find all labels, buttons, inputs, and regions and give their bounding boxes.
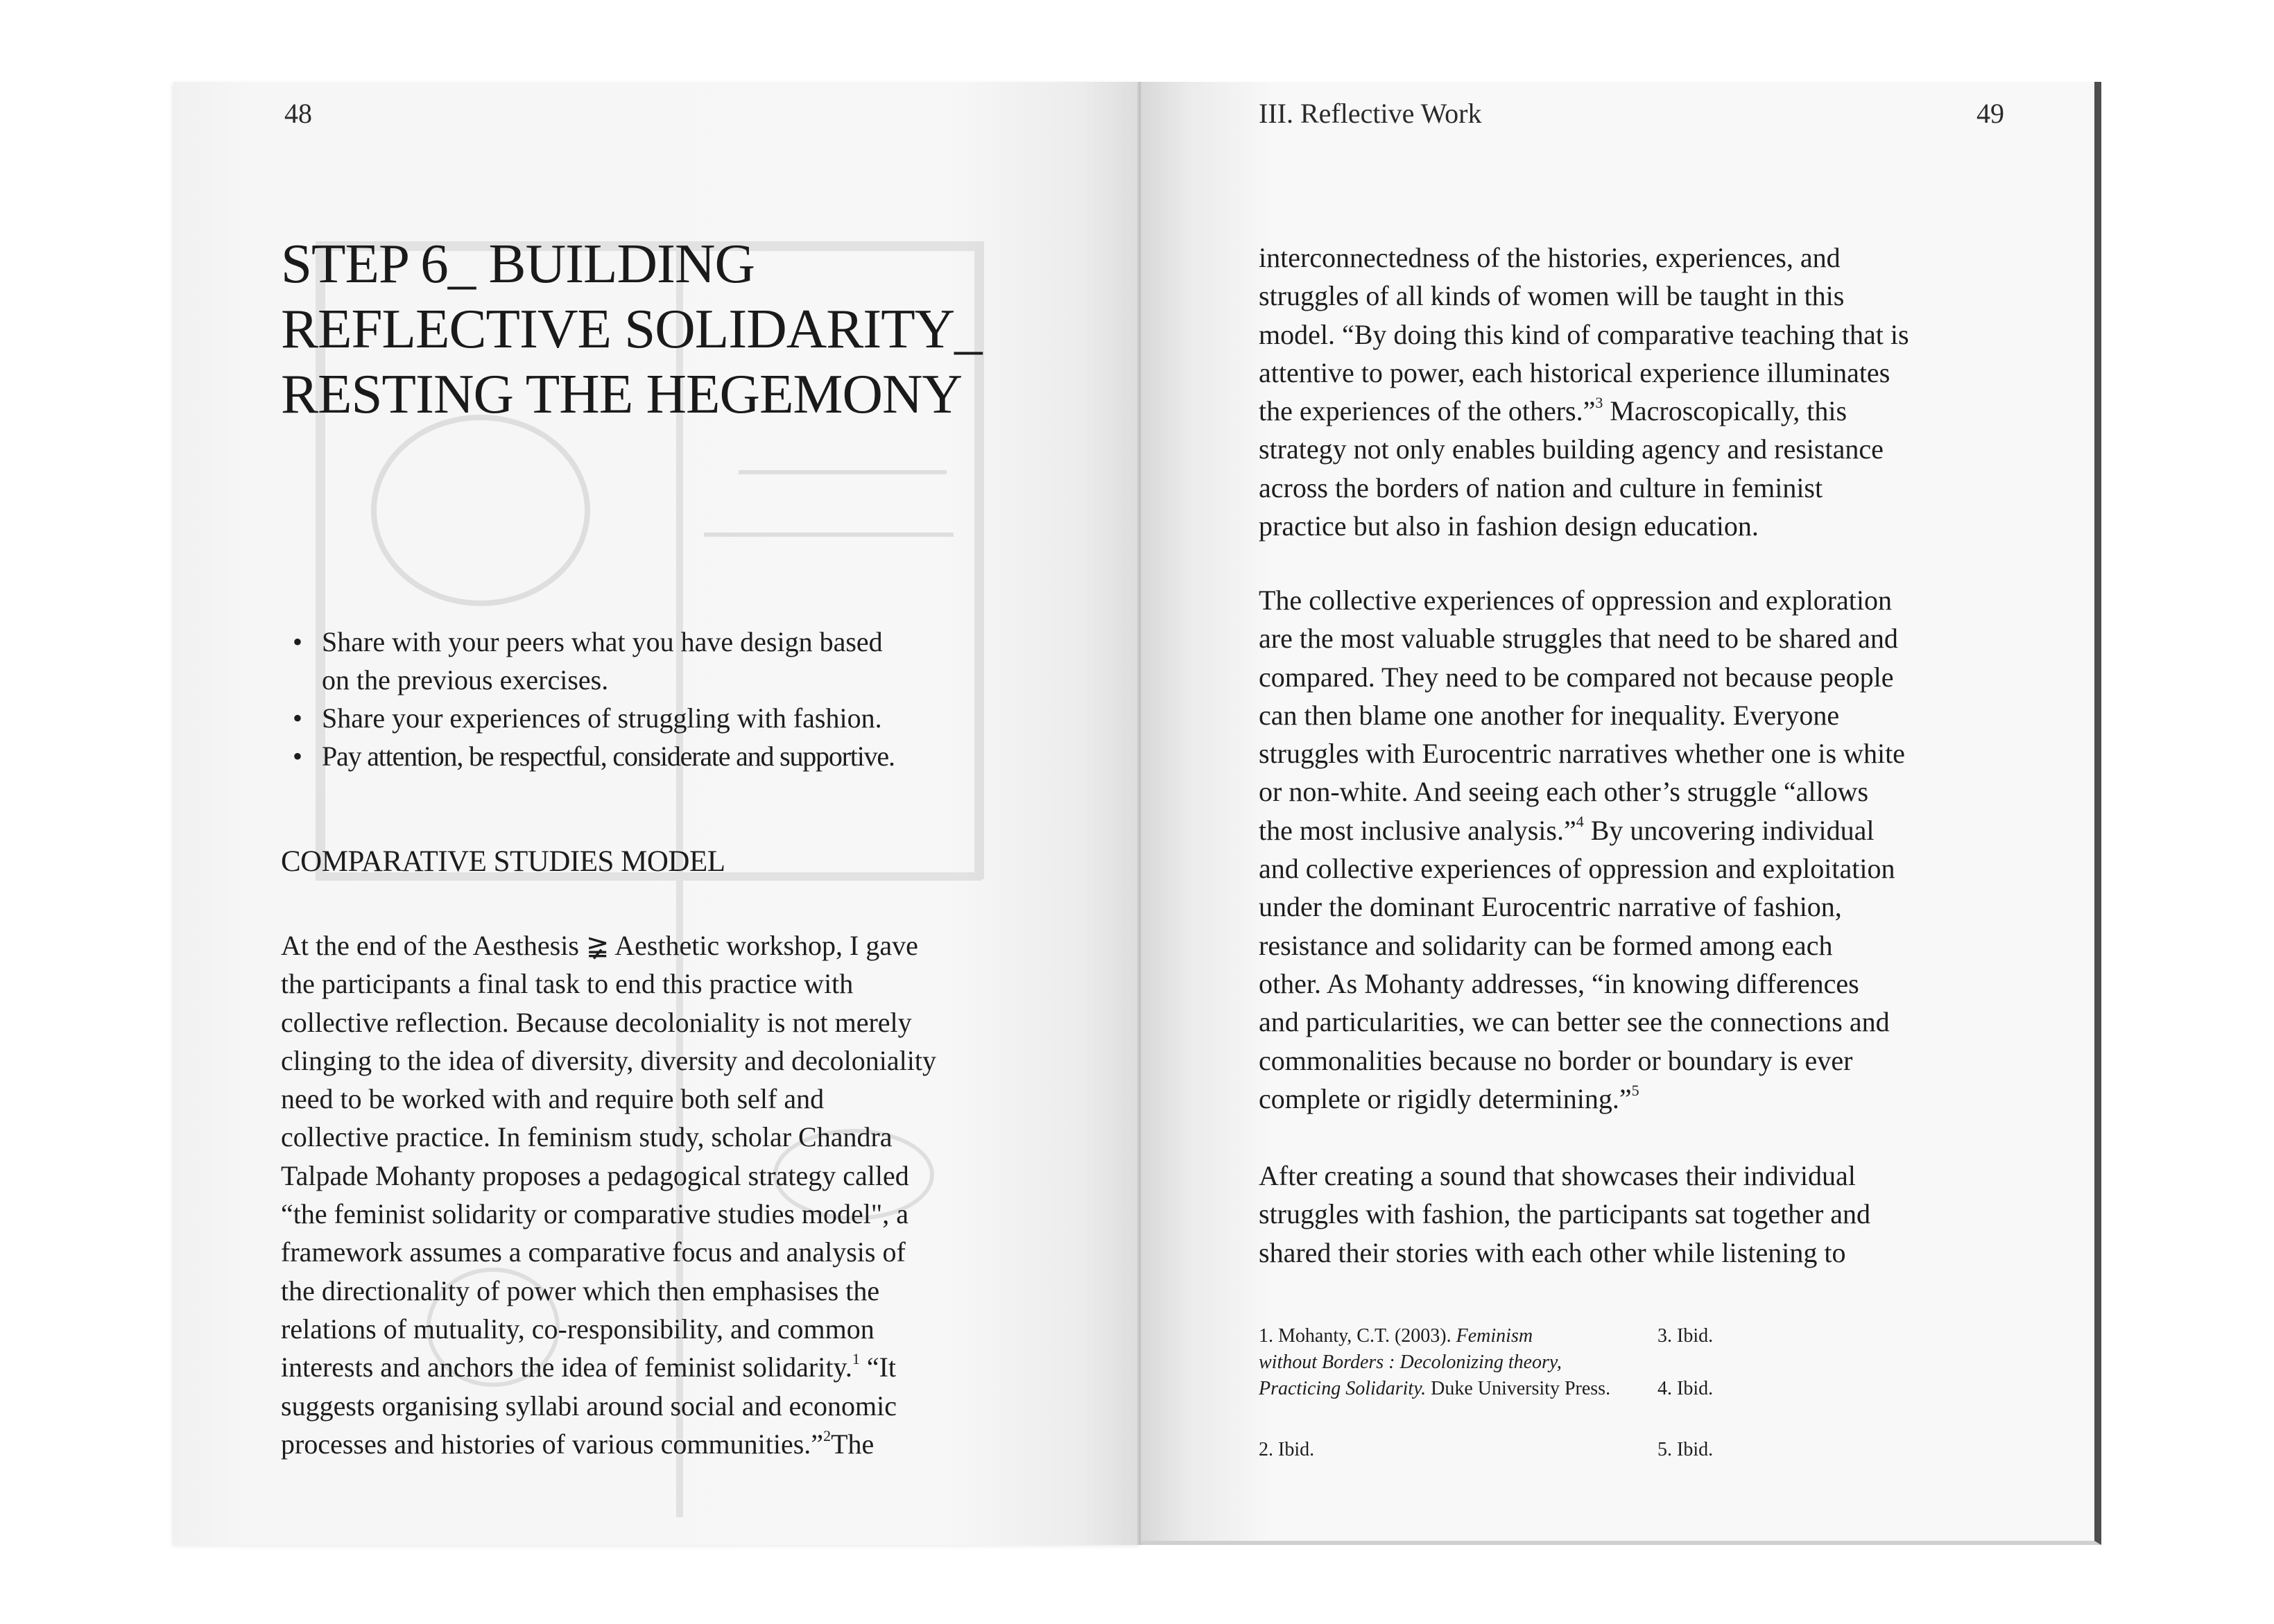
body-line-text: “It bbox=[866, 1351, 897, 1383]
footnote-2: 2. Ibid. bbox=[1259, 1439, 1315, 1460]
body-line: or non-white. And seeing each other’s struggle “allows bbox=[1259, 776, 1869, 808]
running-head: III. Reflective Work bbox=[1259, 98, 1482, 129]
footnote-ref: 4 bbox=[1576, 813, 1584, 831]
footnote-line bbox=[1259, 1349, 1647, 1376]
body-line: the participants a final task to end this practice with bbox=[281, 968, 854, 1000]
body-line: The collective experiences of oppression and exploration bbox=[1259, 585, 1892, 616]
footnote-title: Practicing Solidarity. bbox=[1259, 1378, 1427, 1399]
instruction-item bbox=[293, 699, 1069, 737]
footnote-line bbox=[1259, 1323, 1647, 1349]
paragraph bbox=[1259, 1157, 2056, 1272]
footnote-ref: 3 bbox=[1595, 393, 1603, 411]
body-line: commonalities because no border or boundary is ever bbox=[1259, 1044, 1853, 1076]
footnote-ref: 5 bbox=[1631, 1081, 1639, 1099]
body-line: other. As Mohanty addresses, “in knowing differences bbox=[1259, 967, 1859, 999]
footnote-3: 3. Ibid. bbox=[1657, 1325, 1714, 1347]
body-line: interconnectedness of the histories, experiences, and bbox=[1259, 242, 1841, 273]
paragraph bbox=[1259, 581, 2056, 1118]
instruction-item bbox=[293, 623, 1069, 699]
footnote-4: 4. Ibid. bbox=[1657, 1378, 1714, 1399]
body-line-text: processes and histories of various communities.” bbox=[281, 1428, 824, 1460]
title-line: RESTING THE HEGEMONY bbox=[281, 363, 962, 425]
footnote-ref: 1 bbox=[852, 1349, 860, 1367]
instruction-list bbox=[293, 623, 1069, 775]
body-line: collective reflection. Because decoloniality is not merely bbox=[281, 1006, 912, 1038]
body-line: shared their stories with each other while listening to bbox=[1259, 1236, 1846, 1268]
body-line: struggles of all kinds of women will be taught in this bbox=[1259, 280, 1845, 312]
instruction-line: on the previous exercises. bbox=[322, 664, 609, 696]
body-line bbox=[1259, 392, 2056, 430]
body-line: under the dominant Eurocentric narrative of fashion, bbox=[1259, 891, 1842, 923]
footnote-text: Duke University Press. bbox=[1426, 1378, 1611, 1399]
body-line: compared. They need to be compared not because people bbox=[1259, 661, 1894, 693]
body-line-text: The bbox=[831, 1428, 875, 1460]
title-line: REFLECTIVE SOLIDARITY_ bbox=[281, 297, 982, 360]
body-line: collective practice. In feminism study, scholar Chandra bbox=[281, 1121, 893, 1153]
page-number: 49 bbox=[1976, 98, 2004, 129]
body-line-text: interests and anchors the idea of feminist solidarity. bbox=[281, 1351, 852, 1383]
body-line: suggests organising syllabi around social and economic bbox=[281, 1390, 897, 1422]
body-line: Talpade Mohanty proposes a pedagogical strategy called bbox=[281, 1159, 909, 1191]
body-line: After creating a sound that showcases their individual bbox=[1259, 1160, 1856, 1191]
body-line bbox=[281, 1348, 1071, 1386]
body-line-text: Macroscopically, this bbox=[1603, 395, 1847, 427]
instruction-line: Share with your peers what you have design based bbox=[322, 626, 883, 657]
body-line: and particularities, we can better see the connections and bbox=[1259, 1006, 1890, 1038]
body-line: practice but also in fashion design education. bbox=[1259, 510, 1759, 542]
body-line: are the most valuable struggles that need to be shared and bbox=[1259, 623, 1898, 655]
paragraph bbox=[1259, 239, 2056, 545]
body-line: resistance and solidarity can be formed among each bbox=[1259, 929, 1833, 961]
body-line bbox=[281, 1425, 1071, 1463]
body-line: At the end of the Aesthesis ≩ Aesthetic workshop, I gave bbox=[281, 930, 918, 961]
instruction-line: Share your experiences of struggling with fashion. bbox=[322, 702, 882, 734]
right-page bbox=[1141, 82, 2101, 1545]
left-page bbox=[173, 82, 1141, 1545]
left-body-text bbox=[281, 926, 1071, 1463]
footnote-title: Feminism bbox=[1456, 1325, 1533, 1347]
body-line: relations of mutuality, co-responsibility, and common bbox=[281, 1313, 875, 1345]
body-line: and collective experiences of oppression and exploitation bbox=[1259, 853, 1895, 885]
section-heading: COMPARATIVE STUDIES MODEL bbox=[281, 845, 725, 878]
body-line-text: the experiences of the others.” bbox=[1259, 395, 1596, 427]
body-line-text: By uncovering individual bbox=[1583, 814, 1875, 846]
body-line-text: the most inclusive analysis.” bbox=[1259, 814, 1576, 846]
footnote-5: 5. Ibid. bbox=[1657, 1439, 1714, 1460]
body-line: attentive to power, each historical experience illuminates bbox=[1259, 356, 1890, 388]
instruction-line: Pay attention, be respectful, considerate and supportive. bbox=[322, 741, 895, 772]
footnote-text: 1. Mohanty, C.T. (2003). bbox=[1259, 1325, 1456, 1347]
footnote-column bbox=[1657, 1323, 1935, 1489]
footnote-ref: 2 bbox=[823, 1426, 832, 1444]
footnote-line bbox=[1259, 1376, 1647, 1402]
body-line bbox=[1259, 811, 2056, 849]
body-line: struggles with Eurocentric narratives whether one is white bbox=[1259, 738, 1905, 770]
body-line: clinging to the idea of diversity, diversity and decoloniality bbox=[281, 1044, 936, 1076]
body-line: struggles with fashion, the participants sat together and bbox=[1259, 1198, 1871, 1230]
body-line: the directionality of power which then emphasises the bbox=[281, 1275, 880, 1306]
instruction-item bbox=[293, 737, 1069, 775]
body-line: framework assumes a comparative focus and analysis of bbox=[281, 1236, 906, 1268]
body-line bbox=[1259, 1080, 2056, 1118]
footnote-column bbox=[1259, 1323, 1647, 1489]
step-title bbox=[281, 231, 1078, 426]
footnote-title: without Borders : Decolonizing theory, bbox=[1259, 1351, 1562, 1373]
body-line: “the feminist solidarity or comparative studies model", a bbox=[281, 1198, 908, 1230]
page-number: 48 bbox=[284, 98, 312, 129]
body-line: model. “By doing this kind of comparative teaching that is bbox=[1259, 318, 1909, 350]
body-line: across the borders of nation and culture in feminist bbox=[1259, 472, 1823, 503]
title-line: STEP 6_ BUILDING bbox=[281, 232, 755, 295]
body-line-text: complete or rigidly determining.” bbox=[1259, 1082, 1632, 1114]
body-line: can then blame one another for inequality. Everyone bbox=[1259, 699, 1840, 731]
body-line: need to be worked with and require both self and bbox=[281, 1083, 825, 1115]
book-spread bbox=[173, 82, 2101, 1545]
body-line: strategy not only enables building agency and resistance bbox=[1259, 433, 1884, 465]
footnote-1 bbox=[1259, 1323, 1647, 1402]
